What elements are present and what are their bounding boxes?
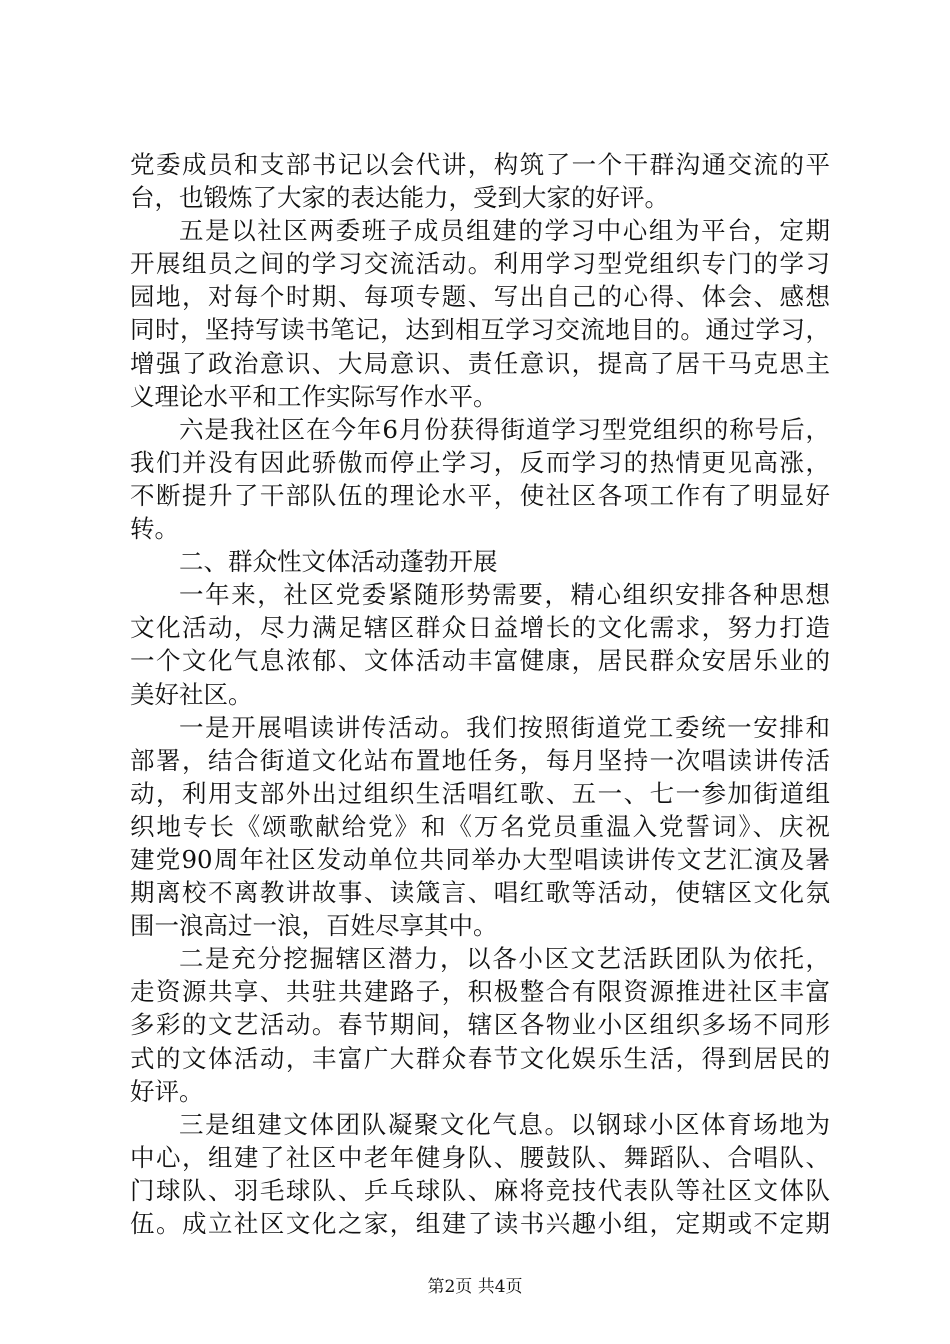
text-line: 围一浪高过一浪，百姓尽享其中。 [130, 911, 498, 941]
text-line: 一年来，社区党委紧随形势需要，精心组织安排各种思想 [179, 580, 830, 610]
document-body [130, 148, 830, 1240]
text-line: 部署，结合街道文化站布置地任务，每月坚持一次唱读讲传活 [130, 745, 830, 775]
text-line: 同时，坚持写读书笔记，达到相互学习交流地目的。通过学习， [130, 315, 830, 345]
paragraph [130, 711, 830, 943]
text-line: 开展组员之间的学习交流活动。利用学习型党组织专门的学习 [130, 249, 830, 279]
text-line: 三是组建文体团队凝聚文化气息。以钢球小区体育场地为 [179, 1109, 830, 1139]
paragraph [130, 578, 830, 710]
text-line: 式的文体活动，丰富广大群众春节文化娱乐生活，得到居民的 [130, 1043, 830, 1073]
text-line: 中心，组建了社区中老年健身队、腰鼓队、舞蹈队、合唱队、 [130, 1142, 830, 1172]
text-line: 门球队、羽毛球队、乒乓球队、麻将竞技代表队等社区文体队 [130, 1175, 830, 1205]
text-line: 不断提升了干部队伍的理论水平，使社区各项工作有了明显好 [130, 480, 830, 510]
text-line: 转。 [130, 514, 179, 544]
text-line: 园地，对每个时期、每项专题、写出自己的心得、体会、感想 [130, 282, 830, 312]
text-line: 二是充分挖掘辖区潜力，以各小区文艺活跃团队为依托， [179, 944, 830, 974]
text-line: 六是我社区在今年6月份获得街道学习型党组织的称号后， [179, 414, 830, 444]
page-footer: 第2页 共4页 [427, 1277, 523, 1297]
text-line: 动，利用支部外出过组织生活唱红歌、五一、七一参加街道组 [130, 778, 830, 808]
paragraph [130, 942, 830, 1107]
paragraph [130, 148, 830, 214]
text-line: 文化活动，尽力满足辖区群众日益增长的文化需求，努力打造 [130, 613, 830, 643]
paragraph [130, 214, 830, 413]
text-line: 台，也锻炼了大家的表达能力，受到大家的好评。 [130, 183, 669, 213]
text-line: 一个文化气息浓郁、文体活动丰富健康，居民群众安居乐业的 [130, 646, 830, 676]
text-line: 五是以社区两委班子成员组建的学习中心组为平台，定期 [179, 216, 830, 246]
text-line: 多彩的文艺活动。春节期间，辖区各物业小区组织多场不同形 [130, 1010, 830, 1040]
text-line: 我们并没有因此骄傲而停止学习，反而学习的热情更见高涨， [130, 447, 830, 477]
text-line: 伍。成立社区文化之家，组建了读书兴趣小组，定期或不定期 [130, 1209, 830, 1238]
paragraph [130, 545, 830, 578]
text-line: 二、群众性文体活动蓬勃开展 [179, 547, 498, 577]
paragraph [130, 413, 830, 545]
text-line: 好评。 [130, 1076, 204, 1106]
text-line: 走资源共享、共驻共建路子，积极整合有限资源推进社区丰富 [130, 977, 830, 1007]
text-line: 一是开展唱读讲传活动。我们按照街道党工委统一安排和 [179, 712, 830, 742]
text-line: 织地专长《颂歌献给党》和《万名党员重温入党誓词》、庆祝 [130, 811, 830, 841]
text-line: 美好社区。 [130, 679, 253, 709]
text-line: 义理论水平和工作实际写作水平。 [130, 381, 498, 411]
text-line: 建党90周年社区发动单位共同举办大型唱读讲传文艺汇演及暑 [130, 844, 830, 874]
text-line: 党委成员和支部书记以会代讲，构筑了一个干群沟通交流的平 [130, 150, 830, 179]
text-line: 期离校不离教讲故事、读箴言、唱红歌等活动，使辖区文化氛 [130, 878, 830, 908]
paragraph [130, 1108, 830, 1240]
text-line: 增强了政治意识、大局意识、责任意识，提高了居干马克思主 [130, 348, 830, 378]
